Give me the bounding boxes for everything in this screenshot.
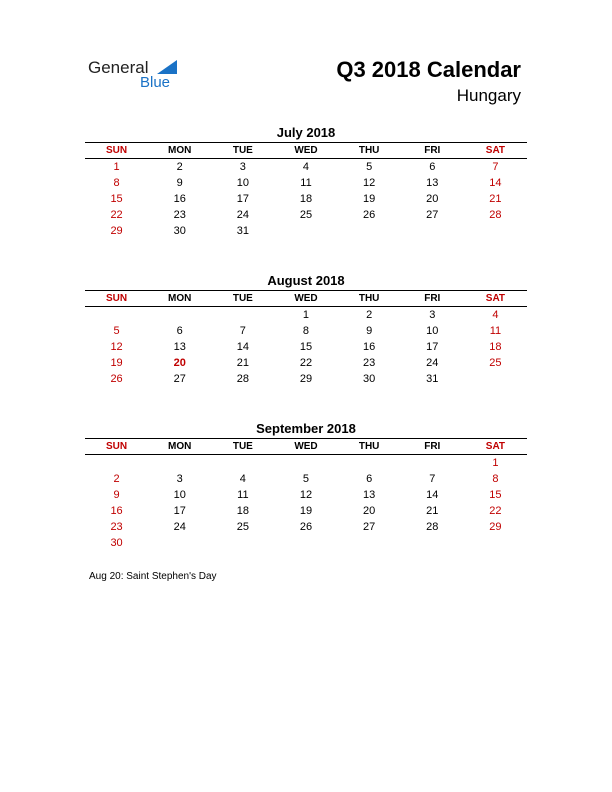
- day-cell: 10: [236, 177, 249, 189]
- day-cell: 21: [489, 193, 502, 205]
- day-of-week-label: FRI: [424, 293, 441, 304]
- day-cell: 23: [110, 521, 123, 533]
- day-cell: 1: [113, 161, 120, 173]
- day-cell: 22: [110, 209, 123, 221]
- day-cell: [211, 307, 274, 323]
- day-cell: [211, 535, 274, 551]
- day-cell: 2: [366, 309, 373, 321]
- day-cell: 30: [110, 537, 123, 549]
- day-cell: 5: [113, 325, 120, 337]
- day-cell: 31: [236, 225, 249, 237]
- day-of-week-label: WED: [294, 441, 318, 452]
- day-cell: 27: [426, 209, 439, 221]
- day-cell: [274, 455, 337, 471]
- day-of-week-label: SUN: [106, 145, 128, 156]
- day-cell: [338, 455, 401, 471]
- day-cell: 4: [302, 161, 310, 173]
- week-row: [85, 535, 527, 551]
- day-of-week-label: TUE: [232, 145, 253, 156]
- day-cell: [148, 307, 211, 323]
- day-cell: 26: [299, 521, 313, 533]
- day-cell: 18: [299, 193, 313, 205]
- day-cell: 15: [110, 193, 123, 205]
- day-cell: 27: [363, 521, 376, 533]
- day-cell: 18: [489, 341, 502, 353]
- day-cell: 2: [113, 473, 120, 485]
- day-cell: [401, 535, 464, 551]
- day-cell: 19: [363, 193, 376, 205]
- day-cell: 17: [426, 341, 439, 353]
- day-cell: 17: [236, 193, 249, 205]
- day-cell: 14: [489, 177, 502, 189]
- day-of-week-label: THU: [358, 145, 380, 156]
- day-cell: 6: [366, 473, 373, 485]
- week-row: [85, 223, 527, 239]
- day-cell: 31: [426, 373, 439, 385]
- week-row: [85, 191, 527, 207]
- week-row: [85, 355, 527, 371]
- day-cell: 29: [299, 373, 313, 385]
- day-cell: 11: [300, 177, 312, 189]
- day-cell: 3: [239, 161, 246, 173]
- day-cell: 27: [173, 373, 186, 385]
- page-title: Q3 2018 Calendar: [336, 57, 521, 82]
- day-cell: 13: [426, 177, 439, 189]
- logo-triangle-icon: [157, 60, 177, 74]
- day-cell: [85, 307, 148, 323]
- logo: [88, 56, 188, 96]
- day-of-week-label: WED: [294, 293, 318, 304]
- day-cell: 7: [492, 161, 499, 173]
- week-row: [85, 371, 527, 387]
- day-cell: 4: [239, 473, 246, 485]
- day-cell: 21: [426, 505, 439, 517]
- day-of-week-label: SAT: [485, 145, 506, 156]
- day-cell: [401, 223, 464, 239]
- day-cell: 25: [489, 357, 502, 369]
- day-cell: 14: [236, 341, 249, 353]
- day-cell: 4: [492, 309, 499, 321]
- day-cell: 24: [426, 357, 439, 369]
- day-of-week-label: FRI: [424, 145, 441, 156]
- day-of-week-label: MON: [168, 441, 192, 452]
- logo-general-text: General: [88, 58, 149, 77]
- month-block: [85, 272, 527, 387]
- day-cell: 15: [299, 341, 313, 353]
- day-of-week-header: [85, 142, 527, 159]
- day-cell: 13: [363, 489, 376, 501]
- day-cell: 11: [237, 489, 249, 501]
- day-cell: [338, 535, 401, 551]
- week-row: [85, 307, 527, 323]
- day-cell: 26: [363, 209, 376, 221]
- day-cell: 2: [176, 161, 183, 173]
- day-cell: 20: [363, 505, 376, 517]
- day-cell: 6: [176, 325, 183, 337]
- month-block: [85, 124, 527, 239]
- week-row: [85, 207, 527, 223]
- day-cell: [274, 535, 337, 551]
- day-cell: 20: [173, 357, 186, 369]
- day-cell: 10: [173, 489, 186, 501]
- week-row: [85, 323, 527, 339]
- day-cell: 3: [429, 309, 436, 321]
- day-cell: [464, 223, 527, 239]
- day-cell: 5: [302, 473, 310, 485]
- day-cell: 5: [366, 161, 373, 173]
- day-of-week-label: WED: [294, 145, 318, 156]
- day-cell: 16: [363, 341, 376, 353]
- day-cell: 7: [429, 473, 436, 485]
- day-cell: 23: [363, 357, 376, 369]
- day-cell: 9: [113, 489, 120, 501]
- day-cell: 15: [489, 489, 502, 501]
- week-row: [85, 455, 527, 471]
- logo-blue-text: Blue: [140, 74, 171, 91]
- day-cell: 6: [429, 161, 436, 173]
- day-of-week-label: SAT: [485, 441, 506, 452]
- day-cell: 8: [113, 177, 120, 189]
- week-row: [85, 487, 527, 503]
- week-row: [85, 175, 527, 191]
- day-of-week-label: TUE: [232, 441, 253, 452]
- day-cell: [274, 223, 337, 239]
- day-cell: [464, 371, 527, 387]
- day-cell: 14: [426, 489, 439, 501]
- day-of-week-label: MON: [168, 145, 192, 156]
- week-row: [85, 503, 527, 519]
- day-cell: 24: [173, 521, 186, 533]
- day-cell: [338, 223, 401, 239]
- day-cell: 24: [236, 209, 249, 221]
- month-title: July 2018: [276, 125, 336, 140]
- day-of-week-header: [85, 438, 527, 455]
- day-cell: 8: [302, 325, 310, 337]
- day-cell: 16: [110, 505, 123, 517]
- day-cell: 12: [299, 489, 313, 501]
- week-row: [85, 519, 527, 535]
- day-of-week-label: FRI: [424, 441, 441, 452]
- day-cell: 20: [426, 193, 439, 205]
- day-cell: 17: [173, 505, 186, 517]
- week-row: [85, 471, 527, 487]
- day-of-week-label: TUE: [232, 293, 253, 304]
- day-cell: 29: [489, 521, 502, 533]
- day-cell: 22: [489, 505, 502, 517]
- day-cell: 23: [173, 209, 186, 221]
- day-cell: 10: [426, 325, 439, 337]
- week-row: [85, 159, 527, 175]
- day-cell: 13: [173, 341, 186, 353]
- day-cell: 21: [236, 357, 249, 369]
- day-of-week-label: SUN: [106, 441, 128, 452]
- day-cell: 12: [363, 177, 376, 189]
- day-cell: 30: [173, 225, 186, 237]
- day-cell: 28: [489, 209, 502, 221]
- day-of-week-header: [85, 290, 527, 307]
- day-cell: [148, 455, 211, 471]
- month-title: September 2018: [256, 421, 356, 436]
- day-cell: 28: [426, 521, 439, 533]
- day-cell: 8: [492, 473, 499, 485]
- day-cell: 11: [489, 325, 502, 337]
- day-cell: [464, 535, 527, 551]
- day-cell: 25: [236, 521, 249, 533]
- month-title: August 2018: [267, 273, 345, 288]
- week-row: [85, 339, 527, 355]
- month-block: [85, 420, 527, 551]
- day-cell: 1: [302, 309, 310, 321]
- day-of-week-label: SAT: [485, 293, 506, 304]
- day-cell: 25: [299, 209, 313, 221]
- day-cell: 9: [176, 177, 183, 189]
- day-cell: 29: [110, 225, 123, 237]
- day-of-week-label: THU: [358, 293, 380, 304]
- day-cell: 16: [173, 193, 186, 205]
- day-cell: 26: [110, 373, 123, 385]
- day-cell: [211, 455, 274, 471]
- day-cell: 22: [299, 357, 313, 369]
- day-of-week-label: MON: [168, 293, 192, 304]
- day-cell: 19: [110, 357, 123, 369]
- day-cell: 1: [492, 457, 499, 469]
- day-cell: [85, 455, 148, 471]
- day-cell: 12: [110, 341, 123, 353]
- country-name: Hungary: [456, 86, 521, 105]
- day-cell: 19: [299, 505, 313, 517]
- day-of-week-label: THU: [358, 441, 380, 452]
- day-cell: 28: [236, 373, 249, 385]
- day-cell: 18: [236, 505, 249, 517]
- day-cell: [401, 455, 464, 471]
- day-cell: 9: [366, 325, 373, 337]
- day-cell: 3: [176, 473, 183, 485]
- day-cell: 7: [239, 325, 246, 337]
- holiday-note: Aug 20: Saint Stephen's Day: [89, 571, 217, 582]
- day-cell: [148, 535, 211, 551]
- day-of-week-label: SUN: [106, 293, 128, 304]
- day-cell: 30: [363, 373, 376, 385]
